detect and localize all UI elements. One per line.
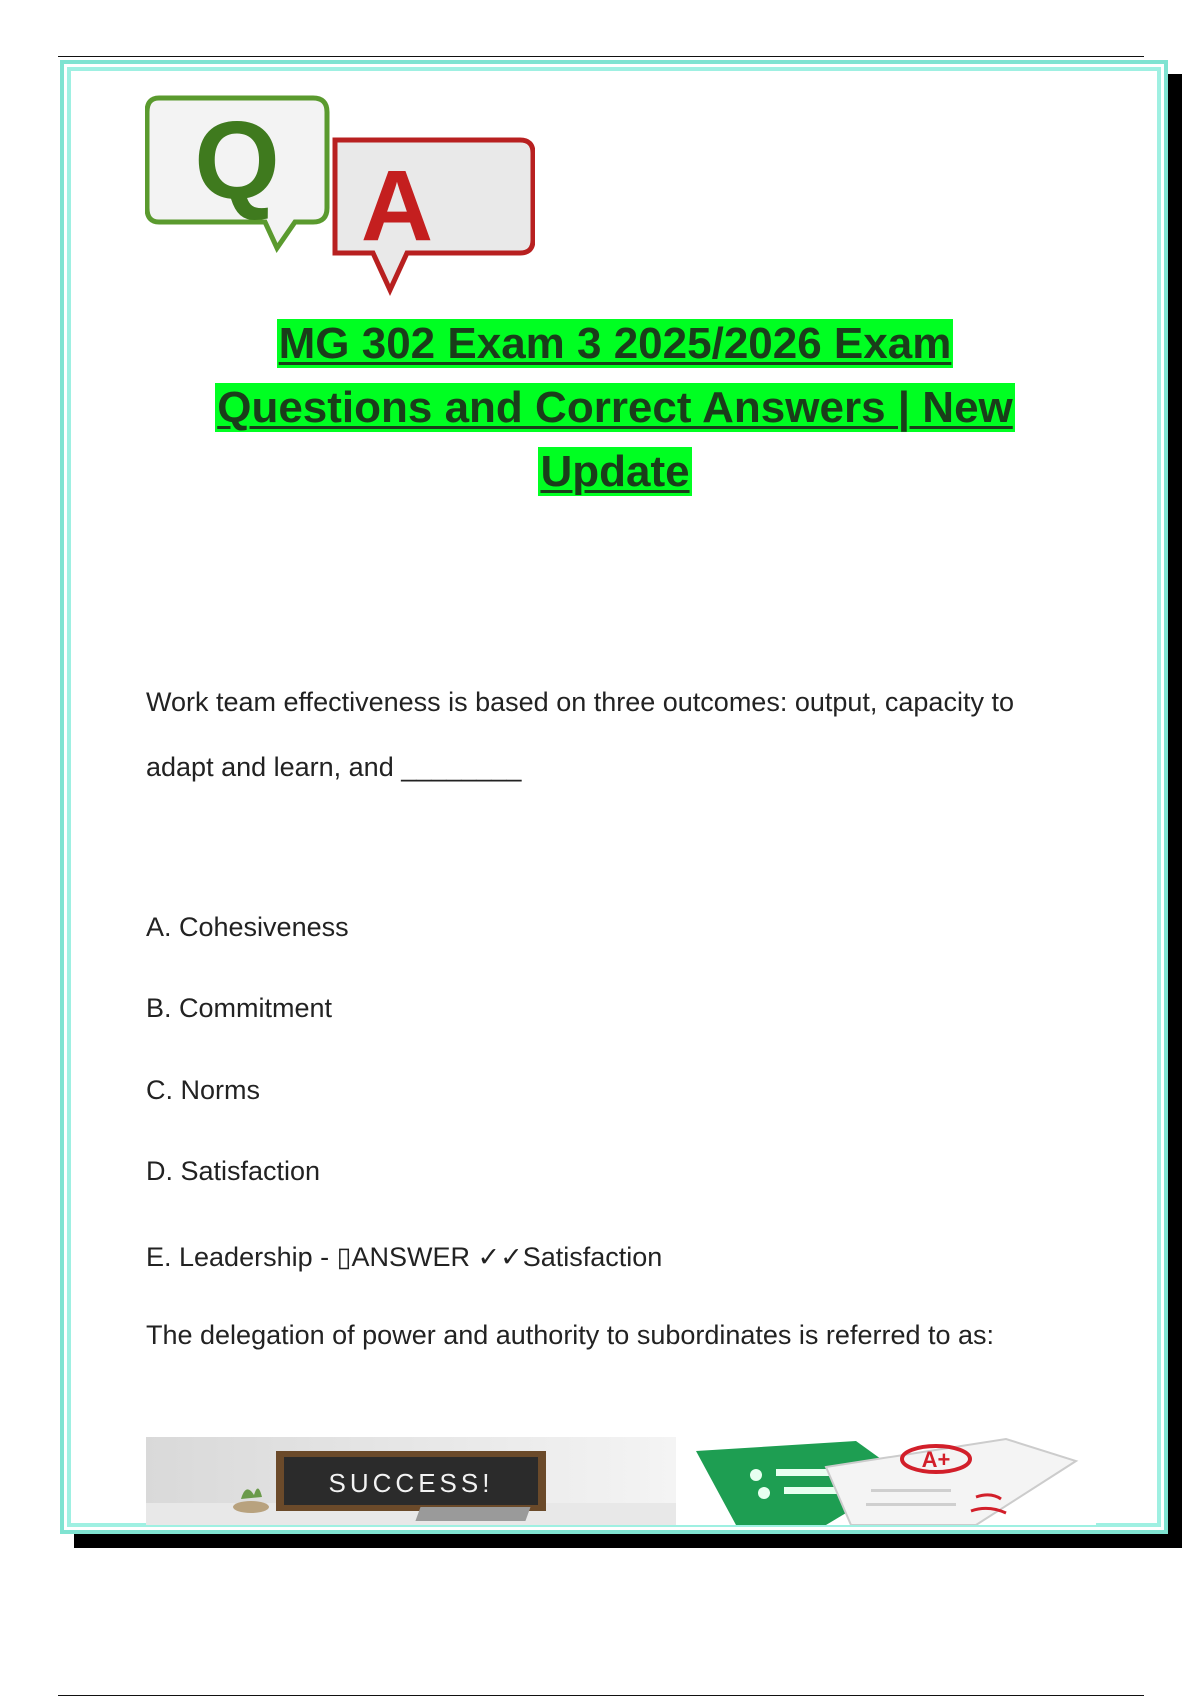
logo-q-letter: Q [194,99,280,222]
qa-logo-icon [145,90,535,315]
title-line-1: MG 302 Exam 3 2025/2026 Exam [278,319,952,368]
chalkboard-text: SUCCESS! [328,1468,494,1498]
title-line-2: Questions and Correct Answers | New [217,383,1013,432]
success-chalkboard-image [146,1437,676,1525]
question-2-text: The delegation of power and authority to subordinates is referred to as: [146,1320,995,1350]
logo-a-letter: A [360,150,434,262]
question-1-text: Work team effectiveness is based on three outcomes: output, capacity to adapt and learn, and ________ [146,687,1014,782]
grade-text: A+ [921,1447,951,1472]
option-c: C. Norms [146,1075,260,1105]
bottom-rule [58,1695,1144,1696]
top-rule [58,56,1144,57]
option-d: D. Satisfaction [146,1156,321,1186]
document-title [120,312,1110,504]
option-a: A. Cohesiveness [146,912,349,942]
title-line-3: Update [540,447,690,496]
graded-paper-image [676,1437,1096,1525]
option-e-with-answer: E. Leadership - ▯ANSWER ✓✓Satisfaction [146,1242,663,1272]
option-b: B. Commitment [146,993,333,1023]
